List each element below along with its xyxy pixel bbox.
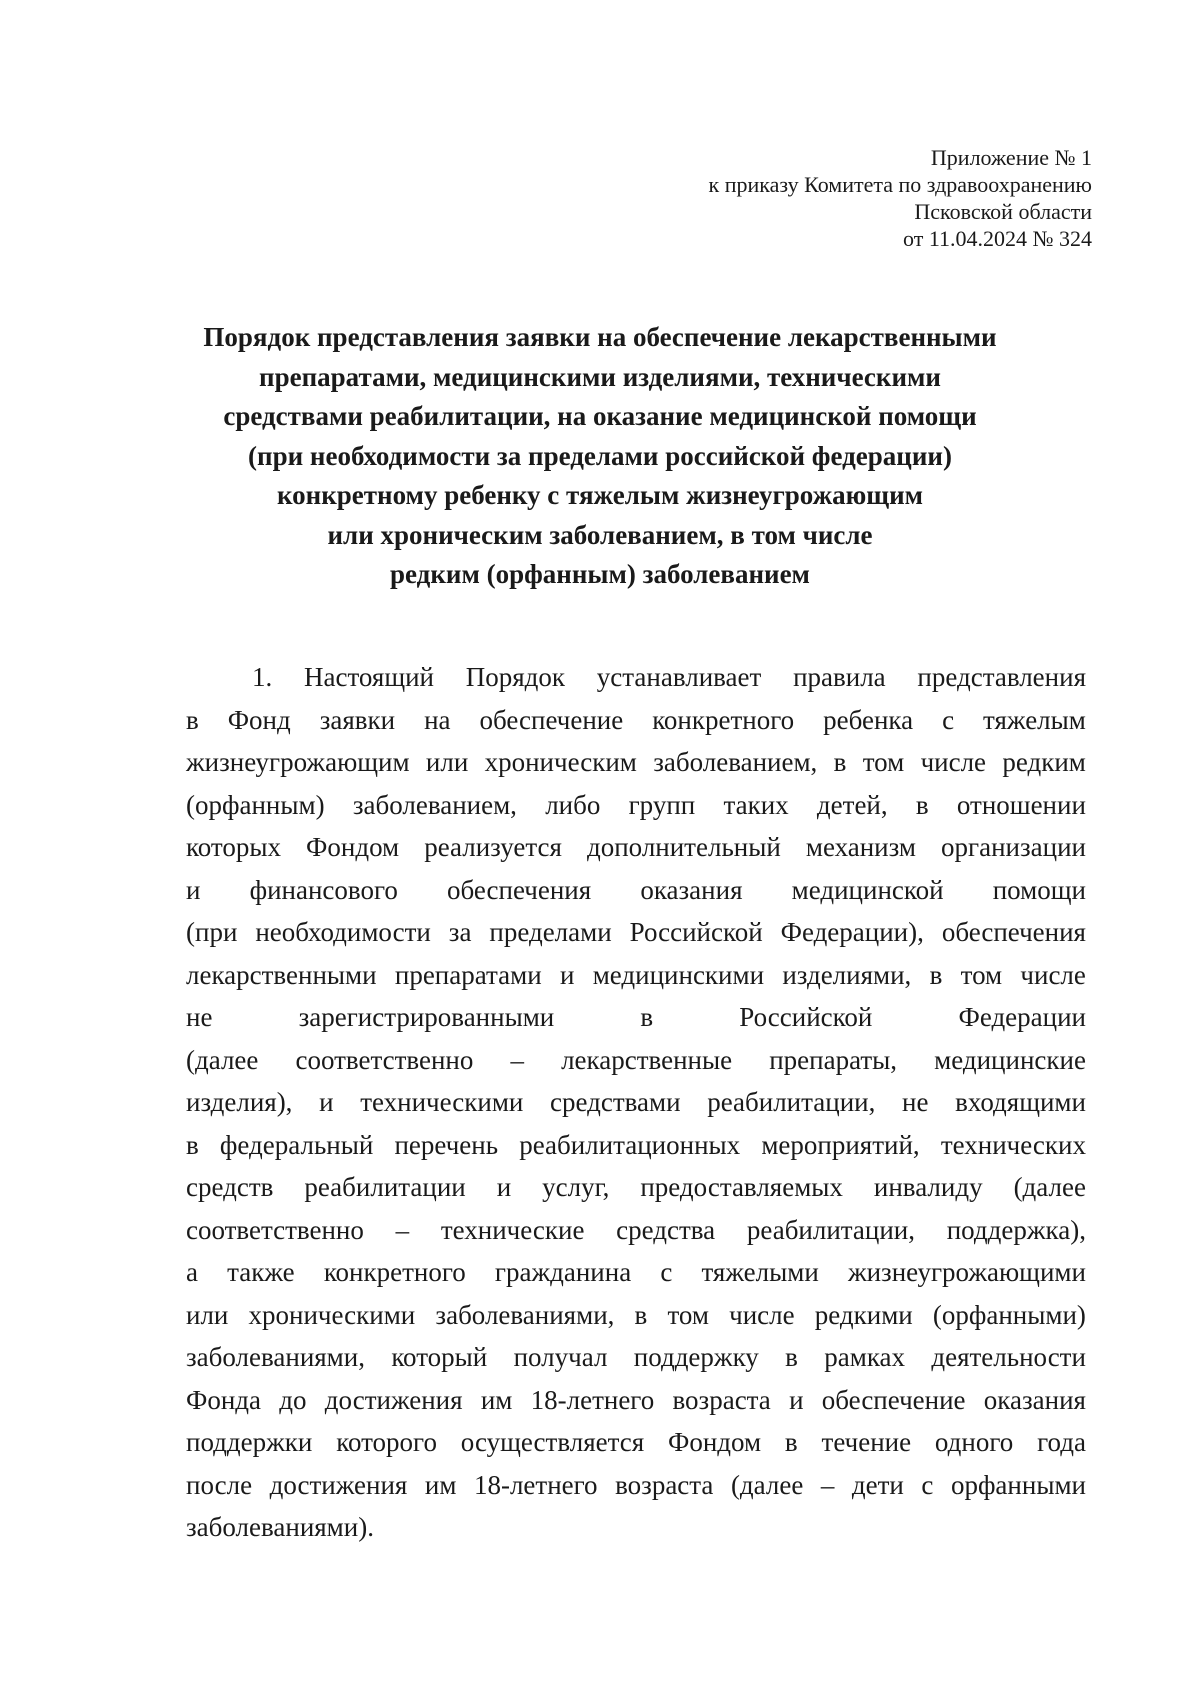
paragraph-word: том [667,1299,709,1330]
paragraph-line [186,741,1086,784]
paragraph-word: реабилитации, [746,1214,916,1245]
paragraph-word: числе [729,1299,795,1330]
paragraph-word: на [424,704,451,735]
paragraph-word: либо [545,789,601,820]
paragraph-word: Фондом [667,1427,762,1457]
paragraph-word: в [186,704,199,735]
paragraph-word: после [186,1469,253,1500]
paragraph-word: редкими [814,1299,913,1330]
paragraph-word: средствами [550,1087,681,1117]
paragraph-word: правила [793,662,886,692]
paragraph-word: Фонд [227,704,291,735]
title-line: конкретному ребенку с тяжелым жизнеугрожающим [276,480,924,510]
paragraph-word: с [660,1257,673,1287]
paragraph-word: заболеваниями, [186,1342,365,1372]
paragraph-word: дополнительный [586,832,781,862]
paragraph-word: финансового [249,874,398,905]
document-title [150,318,1050,595]
paragraph-word: 18-летнего [473,1469,598,1500]
paragraph-word: препаратами [394,959,542,990]
paragraph-word: в [784,1427,798,1457]
paragraph-line [186,1294,1086,1337]
paragraph-line [186,1166,1086,1209]
paragraph-word: 1. [252,662,273,692]
paragraph-word: в [640,1002,654,1032]
paragraph-word: Российской [629,917,763,947]
paragraph-word: в [186,1129,199,1160]
paragraph-word: который [391,1342,488,1372]
order-reference: к приказу Комитета по здравоохранению [708,172,1092,197]
paragraph-word: средств [186,1172,274,1202]
paragraph-word: или [425,747,469,777]
paragraph-word: представления [917,662,1086,692]
paragraph-word: которого [336,1427,437,1457]
appendix-header [572,144,1092,252]
paragraph-word: года [1037,1427,1086,1457]
paragraph-word: изделия), [186,1087,293,1117]
paragraph-word: детей, [816,789,888,820]
paragraph-word: групп [628,789,696,820]
paragraph-word: техническими [360,1087,524,1117]
paragraph-word: конкретного [323,1257,466,1287]
paragraph-line [186,1039,1086,1082]
paragraph-word: хроническим [484,747,637,777]
paragraph-word: (при [186,917,238,947]
paragraph-word: изделиями, [782,959,912,990]
paragraph-word: с [921,1469,934,1500]
paragraph-word: соответственно [186,1214,364,1245]
paragraph-word: заболеванием, [653,747,818,777]
paragraph-word: редким [1002,747,1086,777]
paragraph-word: и [559,959,575,990]
paragraph-1 [186,656,1086,1549]
title-line: редким (орфанным) заболеванием [390,559,810,589]
paragraph-word: а [186,1257,198,1287]
title-line: средствами реабилитации, на оказание медицинской помощи [223,401,977,431]
paragraph-line [186,1421,1086,1464]
paragraph-word: возраста [672,1384,771,1415]
paragraph-word: орфанными [950,1469,1086,1500]
paragraph-word: (далее [730,1469,804,1500]
paragraph-word: медицинскими [592,959,765,990]
paragraph-word: им [480,1384,513,1415]
paragraph-word: жизнеугрожающим [186,747,410,777]
paragraph-word: предоставляемых [640,1172,843,1202]
paragraph-word: и [496,1172,512,1202]
order-date-number: от 11.04.2024 № 324 [903,226,1092,251]
paragraph-line [186,656,1086,699]
paragraph-line [186,1081,1086,1124]
paragraph-word: лекарственными [186,959,377,990]
paragraph-word: обеспечения [447,874,592,905]
paragraph-word: Федерации), [780,917,924,947]
paragraph-word: медицинские [934,1044,1086,1075]
paragraph-word: медицинской [791,874,944,905]
paragraph-word: тяжелыми [701,1257,819,1287]
paragraph-word: деятельности [931,1342,1086,1372]
paragraph-word: Фондом [306,832,400,862]
paragraph-word: (орфанным) [186,789,325,820]
paragraph-word: в [929,959,943,990]
paragraph-word: перечень [394,1129,499,1160]
paragraph-word: и [319,1087,334,1117]
paragraph-word: – [395,1214,410,1245]
paragraph-word: технические [440,1214,585,1245]
paragraph-word: помощи [992,874,1086,905]
paragraph-word: с [942,704,955,735]
paragraph-word: 18-летнего [530,1384,655,1415]
region-name: Псковской области [914,199,1092,224]
paragraph-word: лекарственные [561,1044,733,1075]
title-line: или хроническим заболеванием, в том числе [327,519,873,550]
paragraph-line [186,1124,1086,1167]
appendix-label: Приложение № 1 [930,145,1092,170]
paragraph-word: в [785,1342,798,1372]
paragraph-word: технических [940,1129,1086,1160]
paragraph-word: возраста [615,1469,714,1500]
paragraph-word: хроническими [248,1299,416,1330]
paragraph-word: достижения [324,1384,463,1415]
paragraph-word: в [833,747,847,777]
paragraph-word: не [186,1002,213,1032]
paragraph-word: – [820,1469,835,1500]
paragraph-word: том [960,959,1003,990]
paragraph-word: входящими [955,1087,1086,1117]
paragraph-word: заболеванием, [352,789,517,820]
paragraph-word: средства [616,1214,716,1245]
paragraph-word: поддержку [633,1342,759,1372]
paragraph-line [186,784,1086,827]
paragraph-line [186,869,1086,912]
paragraph-word: (далее [1013,1172,1086,1202]
paragraph-word: в [634,1299,648,1330]
paragraph-word: также [227,1257,295,1287]
paragraph-word: инвалиду [873,1172,983,1202]
paragraph-word: им [424,1469,457,1500]
paragraph-word: поддержки [186,1427,313,1457]
paragraph-word: за [448,917,472,947]
paragraph-word: заявки [319,704,396,735]
paragraph-word: одного [934,1427,1014,1457]
paragraph-word: обеспечения [941,917,1086,947]
paragraph-word: – [510,1044,524,1075]
paragraph-word: обеспечение [479,704,624,735]
paragraph-word: или [186,1299,229,1330]
paragraph-line [186,1251,1086,1294]
paragraph-word: таких [723,789,789,820]
paragraph-word: (орфанными) [932,1299,1086,1330]
paragraph-line [186,699,1086,742]
paragraph-word: Фонда [186,1384,262,1415]
paragraph-word: и [789,1384,804,1415]
paragraph-word: в [915,789,929,820]
title-line: (при необходимости за пределами российской федерации) [248,440,952,471]
paragraph-word: ребенка [823,704,914,735]
paragraph-word: Федерации [958,1002,1086,1032]
paragraph-word: зарегистрированными [298,1002,555,1032]
paragraph-word: Порядок [465,662,566,692]
paragraph-word: конкретного [652,704,795,735]
paragraph-word: (далее [186,1044,259,1075]
paragraph-word: оказания [983,1384,1086,1415]
paragraph-word: реабилитации, [707,1087,876,1117]
paragraph-line [186,954,1086,997]
paragraph-word: реализуется [424,832,562,862]
paragraph-word: осуществляется [460,1427,645,1457]
paragraph-line: заболеваниями). [186,1512,374,1542]
paragraph-word: пределами [489,917,612,947]
paragraph-word: поддержка), [946,1214,1086,1245]
paragraph-word: отношении [956,789,1086,820]
paragraph-word: обеспечение [821,1384,966,1415]
paragraph-word: организации [941,832,1086,862]
paragraph-word: механизм [805,832,916,862]
paragraph-line [186,911,1086,954]
paragraph-word: препараты, [769,1044,898,1075]
paragraph-word: и [186,874,201,905]
paragraph-line [186,996,1086,1039]
title-line: препаратами, медицинскими изделиями, техническими [259,361,941,392]
paragraph-word: реабилитации [304,1172,466,1202]
paragraph-word: реабилитационных [519,1129,741,1160]
paragraph-word: дети [851,1469,904,1500]
title-line: Порядок представления заявки на обеспечение лекарственными [203,322,997,352]
paragraph-line [186,1209,1086,1252]
paragraph-line [186,1379,1086,1422]
paragraph-word: Российской [739,1002,873,1032]
paragraph-word: том [862,747,905,777]
paragraph-line [186,826,1086,869]
paragraph-word: гражданина [494,1257,632,1287]
paragraph-word: необходимости [255,917,431,947]
paragraph-word: не [902,1087,929,1117]
paragraph-word: получал [513,1342,608,1372]
paragraph-word: жизнеугрожающими [847,1257,1086,1287]
paragraph-word: тяжелым [983,704,1086,735]
paragraph-word: числе [1020,959,1086,990]
paragraph-word: заболеваниями, [435,1299,615,1330]
paragraph-word: течение [821,1427,912,1457]
paragraph-word: услуг, [542,1172,610,1202]
paragraph-word: числе [920,747,987,777]
paragraph-word: мероприятий, [761,1129,920,1160]
paragraph-word: достижения [269,1469,408,1500]
paragraph-word: Настоящий [304,662,435,692]
paragraph-word: до [279,1384,307,1415]
paragraph-word: федеральный [219,1129,374,1160]
paragraph-word: соответственно [295,1044,474,1075]
paragraph-word: рамках [824,1342,906,1372]
paragraph-word: которых [186,832,281,862]
paragraph-line [186,1464,1086,1507]
paragraph-word: оказания [640,874,743,905]
paragraph-line [186,1336,1086,1379]
paragraph-word: устанавливает [596,662,762,692]
